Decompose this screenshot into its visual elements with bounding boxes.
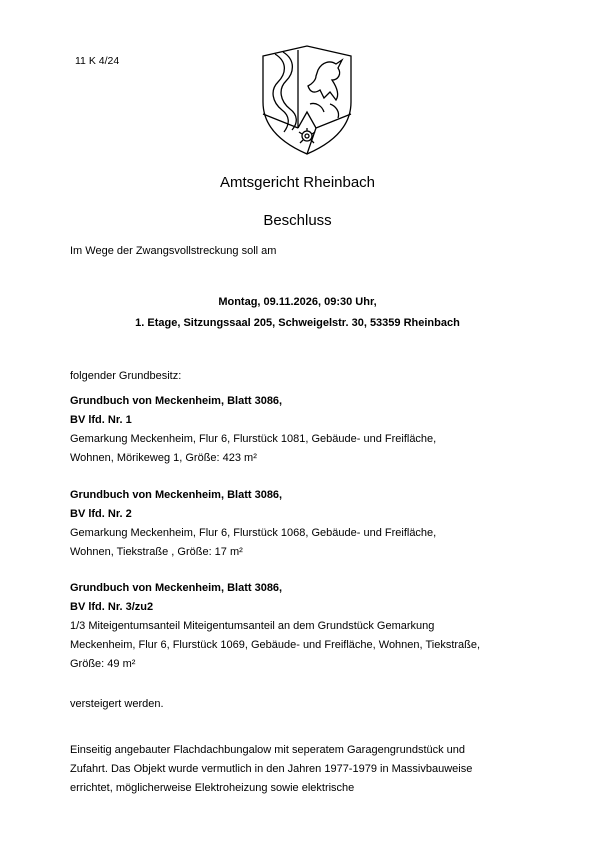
entry-line: Meckenheim, Flur 6, Flurstück 1069, Gebäude- und Freifläche, Wohnen, Tiekstraße, (70, 639, 481, 651)
closing-line: versteigert werden. (70, 698, 164, 710)
entry-line: Größe: 49 m² (70, 658, 136, 670)
entry-title: Grundbuch von Meckenheim, Blatt 3086, (70, 489, 283, 501)
entry-number: BV lfd. Nr. 3/zu2 (70, 601, 154, 613)
entry-title: Grundbuch von Meckenheim, Blatt 3086, (70, 395, 283, 407)
property-entry (70, 486, 540, 562)
property-entry (70, 392, 540, 468)
entry-line: Gemarkung Meckenheim, Flur 6, Flurstück 1068, Gebäude- und Freifläche, (70, 527, 437, 539)
entry-title: Grundbuch von Meckenheim, Blatt 3086, (70, 582, 283, 594)
intro-lead: Im Wege der Zwangsvollstreckung soll am (70, 245, 277, 257)
description-line: Zufahrt. Das Objekt wurde vermutlich in den Jahren 1977-1979 in Massivbauweise (70, 763, 473, 775)
auction-date: Montag, 09.11.2026, 09:30 Uhr, (218, 296, 377, 308)
court-name: Amtsgericht Rheinbach (219, 174, 376, 191)
entry-line: 1/3 Miteigentumsanteil Miteigentumsanteil an dem Grundstück Gemarkung (70, 620, 435, 632)
entry-number: BV lfd. Nr. 2 (70, 508, 132, 520)
description-line: Einseitig angebauter Flachdachbungalow mit seperatem Garagengrundstück und (70, 744, 466, 756)
property-label: folgender Grundbesitz: (70, 370, 182, 382)
entry-line: Wohnen, Tiekstraße , Größe: 17 m² (70, 546, 243, 558)
entry-line: Wohnen, Mörikeweg 1, Größe: 423 m² (70, 452, 257, 464)
nrw-coat-of-arms-icon (258, 40, 356, 158)
entry-number: BV lfd. Nr. 1 (70, 414, 132, 426)
property-entry (70, 579, 540, 674)
object-description (70, 741, 540, 798)
case-number: 11 K 4/24 (75, 55, 120, 67)
auction-venue: 1. Etage, Sitzungssaal 205, Schweigelstr. 30, 53359 Rheinbach (135, 317, 460, 329)
description-line: errichtet, möglicherweise Elektroheizung sowie elektrische (70, 782, 355, 794)
entry-line: Gemarkung Meckenheim, Flur 6, Flurstück 1081, Gebäude- und Freifläche, (70, 433, 437, 445)
document-type: Beschluss (263, 212, 332, 229)
